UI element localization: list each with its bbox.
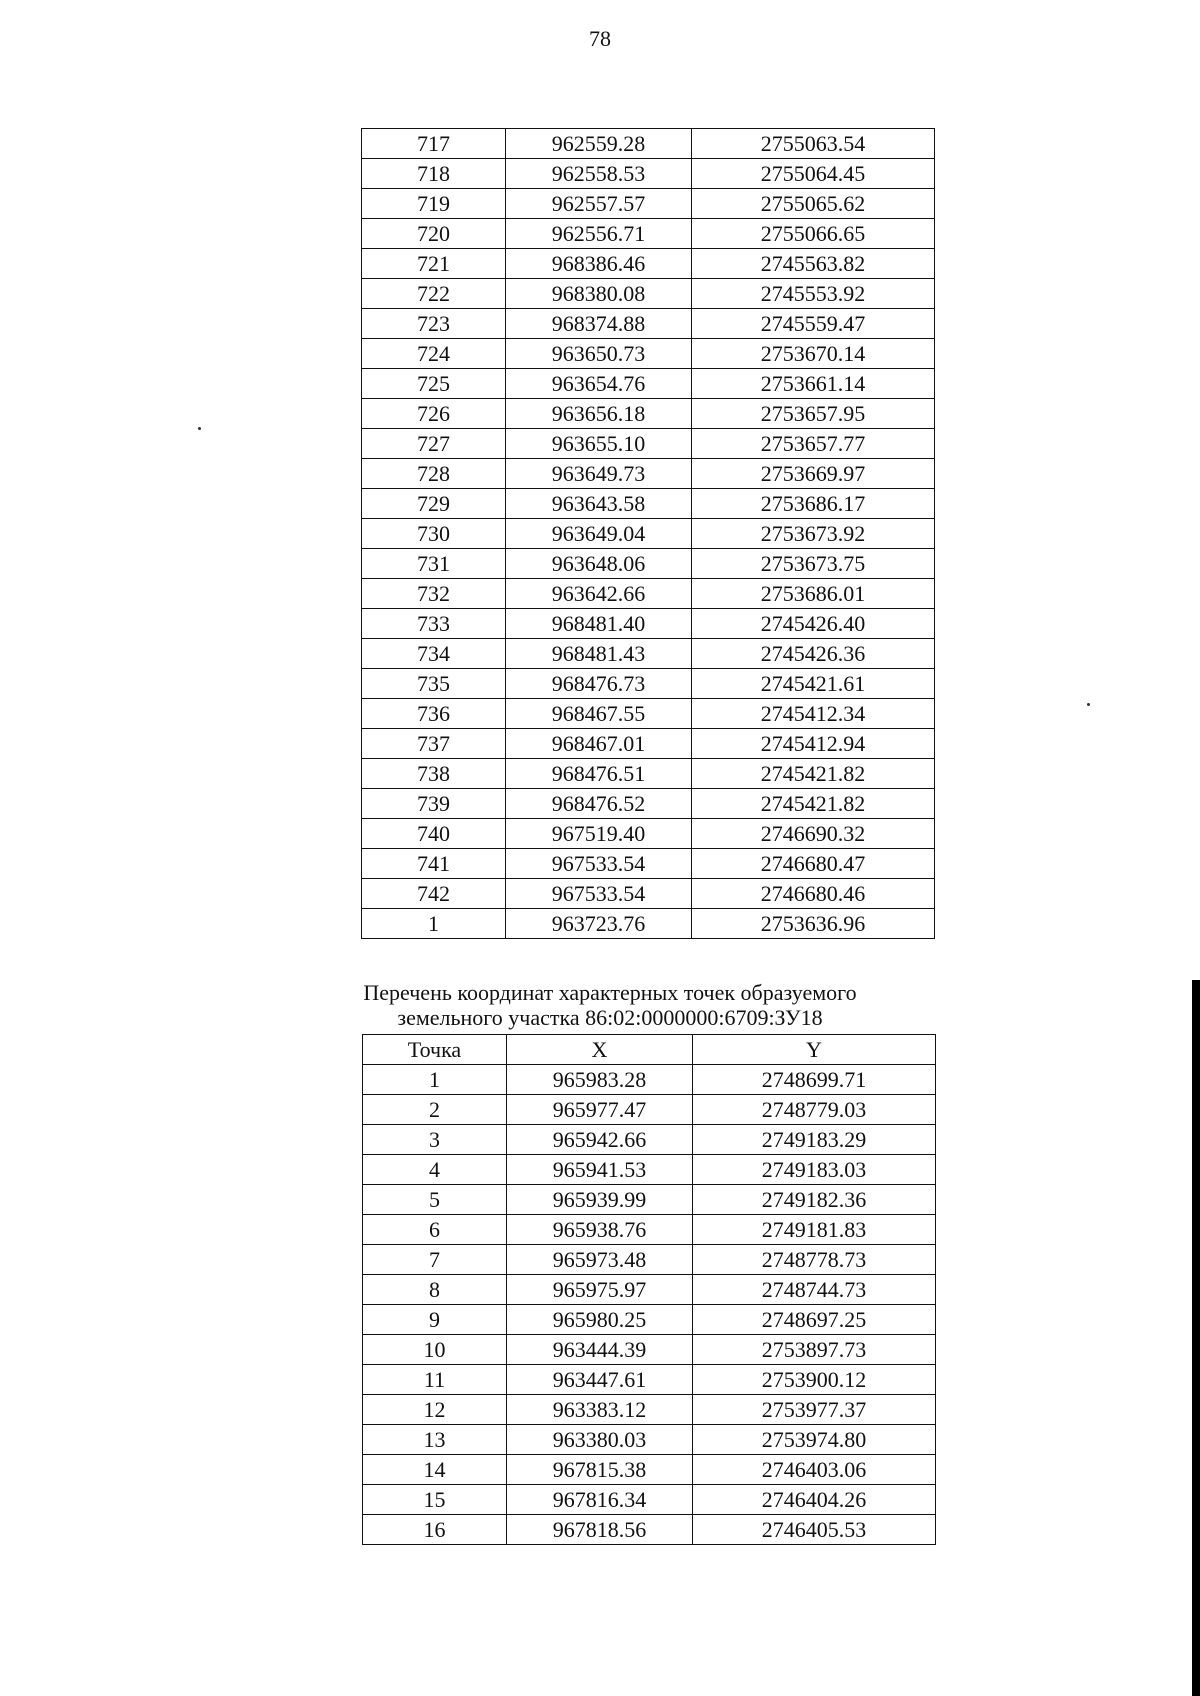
table-row — [363, 1065, 936, 1095]
header-row — [363, 1035, 936, 1065]
cell-x: 963444.39 — [507, 1335, 693, 1365]
cell-y: 2746404.26 — [693, 1485, 936, 1515]
cell-y: 2746690.32 — [692, 819, 935, 849]
cell-point: 742 — [362, 879, 506, 909]
cell-point: 3 — [363, 1125, 507, 1155]
table-row — [362, 489, 935, 519]
cell-point: 730 — [362, 519, 506, 549]
table-row — [363, 1515, 936, 1545]
cell-point: 14 — [363, 1455, 507, 1485]
table-row — [363, 1395, 936, 1425]
cell-x: 963649.04 — [506, 519, 692, 549]
cell-x: 963643.58 — [506, 489, 692, 519]
cell-y: 2753657.77 — [692, 429, 935, 459]
table-row — [362, 669, 935, 699]
cell-x: 968386.46 — [506, 249, 692, 279]
cell-x: 963642.66 — [506, 579, 692, 609]
table-row — [362, 219, 935, 249]
table-row — [362, 789, 935, 819]
cell-point: 722 — [362, 279, 506, 309]
cell-point: 1 — [362, 909, 506, 939]
scan-speck — [198, 427, 201, 430]
table-row — [363, 1455, 936, 1485]
table-row — [363, 1155, 936, 1185]
cell-y: 2755066.65 — [692, 219, 935, 249]
cell-point: 721 — [362, 249, 506, 279]
cell-point: 718 — [362, 159, 506, 189]
cell-point: 727 — [362, 429, 506, 459]
cell-y: 2753977.37 — [693, 1395, 936, 1425]
table-row — [362, 129, 935, 159]
cell-y: 2749183.29 — [693, 1125, 936, 1155]
cell-y: 2755065.62 — [692, 189, 935, 219]
cell-point: 723 — [362, 309, 506, 339]
cell-y: 2755064.45 — [692, 159, 935, 189]
cell-y: 2745553.92 — [692, 279, 935, 309]
cell-x: 967519.40 — [506, 819, 692, 849]
cell-x: 967816.34 — [507, 1485, 693, 1515]
cell-y: 2745412.34 — [692, 699, 935, 729]
cell-point: 12 — [363, 1395, 507, 1425]
cell-point: 5 — [363, 1185, 507, 1215]
cell-y: 2753686.01 — [692, 579, 935, 609]
table-row — [362, 249, 935, 279]
cell-x: 963650.73 — [506, 339, 692, 369]
cell-point: 737 — [362, 729, 506, 759]
cell-y: 2745421.82 — [692, 759, 935, 789]
table-row — [363, 1095, 936, 1125]
cell-y: 2745421.61 — [692, 669, 935, 699]
coordinates-table-continued — [361, 128, 935, 939]
cell-x: 965983.28 — [507, 1065, 693, 1095]
cell-point: 726 — [362, 399, 506, 429]
cell-x: 963656.18 — [506, 399, 692, 429]
cell-y: 2745421.82 — [692, 789, 935, 819]
cell-point: 733 — [362, 609, 506, 639]
table-row — [362, 849, 935, 879]
table-row — [363, 1485, 936, 1515]
table-row — [362, 339, 935, 369]
table-row — [362, 309, 935, 339]
cell-point: 16 — [363, 1515, 507, 1545]
cell-point: 720 — [362, 219, 506, 249]
cell-y: 2753673.92 — [692, 519, 935, 549]
cell-y: 2746403.06 — [693, 1455, 936, 1485]
table-row — [362, 399, 935, 429]
cell-y: 2745412.94 — [692, 729, 935, 759]
cell-y: 2753673.75 — [692, 549, 935, 579]
cell-y: 2745559.47 — [692, 309, 935, 339]
cell-x: 965973.48 — [507, 1245, 693, 1275]
cell-x: 968467.01 — [506, 729, 692, 759]
cell-point: 10 — [363, 1335, 507, 1365]
header-point: Точка — [363, 1035, 507, 1065]
cell-point: 6 — [363, 1215, 507, 1245]
cell-point: 738 — [362, 759, 506, 789]
table-row — [362, 429, 935, 459]
table-row — [362, 819, 935, 849]
table-caption — [300, 980, 920, 1030]
header-y: Y — [693, 1035, 936, 1065]
cell-x: 963654.76 — [506, 369, 692, 399]
cell-x: 968476.73 — [506, 669, 692, 699]
cell-x: 965977.47 — [507, 1095, 693, 1125]
cell-y: 2755063.54 — [692, 129, 935, 159]
cell-x: 968476.52 — [506, 789, 692, 819]
cell-x: 968481.40 — [506, 609, 692, 639]
cell-x: 963655.10 — [506, 429, 692, 459]
table-row — [362, 909, 935, 939]
table-header — [363, 1035, 936, 1065]
cell-point: 735 — [362, 669, 506, 699]
cell-y: 2745426.40 — [692, 609, 935, 639]
table-row — [362, 159, 935, 189]
cell-y: 2748744.73 — [693, 1275, 936, 1305]
cell-y: 2753670.14 — [692, 339, 935, 369]
table-row — [362, 759, 935, 789]
table-row — [362, 579, 935, 609]
cell-y: 2745563.82 — [692, 249, 935, 279]
table-row — [362, 189, 935, 219]
cell-y: 2748697.25 — [693, 1305, 936, 1335]
cell-x: 962556.71 — [506, 219, 692, 249]
cell-y: 2748699.71 — [693, 1065, 936, 1095]
cell-x: 965975.97 — [507, 1275, 693, 1305]
cell-x: 963648.06 — [506, 549, 692, 579]
cell-point: 728 — [362, 459, 506, 489]
cell-x: 962558.53 — [506, 159, 692, 189]
cell-x: 967533.54 — [506, 849, 692, 879]
table-body — [363, 1065, 936, 1545]
scan-edge-bar — [1192, 980, 1200, 1696]
table-row — [363, 1305, 936, 1335]
cell-y: 2753974.80 — [693, 1425, 936, 1455]
cell-x: 965941.53 — [507, 1155, 693, 1185]
table-row — [363, 1425, 936, 1455]
cell-x: 965939.99 — [507, 1185, 693, 1215]
cell-y: 2753636.96 — [692, 909, 935, 939]
cell-x: 968374.88 — [506, 309, 692, 339]
table-row — [363, 1125, 936, 1155]
table-body — [362, 129, 935, 939]
cell-point: 719 — [362, 189, 506, 219]
cell-x: 962557.57 — [506, 189, 692, 219]
cell-x: 968481.43 — [506, 639, 692, 669]
cell-x: 968467.55 — [506, 699, 692, 729]
cell-y: 2749183.03 — [693, 1155, 936, 1185]
caption-line-1: Перечень координат характерных точек образуемого — [363, 980, 857, 1005]
cell-point: 11 — [363, 1365, 507, 1395]
table-row — [362, 519, 935, 549]
cell-y: 2746680.47 — [692, 849, 935, 879]
cell-x: 968380.08 — [506, 279, 692, 309]
cell-x: 968476.51 — [506, 759, 692, 789]
cell-y: 2753897.73 — [693, 1335, 936, 1365]
cell-point: 717 — [362, 129, 506, 159]
cell-y: 2749181.83 — [693, 1215, 936, 1245]
cell-y: 2753657.95 — [692, 399, 935, 429]
scan-speck — [1087, 703, 1090, 706]
table-row — [362, 459, 935, 489]
cell-x: 967533.54 — [506, 879, 692, 909]
cell-x: 967815.38 — [507, 1455, 693, 1485]
cell-y: 2745426.36 — [692, 639, 935, 669]
cell-point: 15 — [363, 1485, 507, 1515]
cell-point: 739 — [362, 789, 506, 819]
cell-x: 965980.25 — [507, 1305, 693, 1335]
cell-point: 4 — [363, 1155, 507, 1185]
cell-point: 732 — [362, 579, 506, 609]
cell-point: 1 — [363, 1065, 507, 1095]
table-row — [362, 879, 935, 909]
page-number: 78 — [589, 26, 611, 51]
cell-point: 8 — [363, 1275, 507, 1305]
cell-point: 725 — [362, 369, 506, 399]
table-row — [363, 1275, 936, 1305]
table-row — [363, 1215, 936, 1245]
cell-y: 2748779.03 — [693, 1095, 936, 1125]
table-row — [362, 609, 935, 639]
cell-point: 7 — [363, 1245, 507, 1275]
cell-point: 724 — [362, 339, 506, 369]
table-row — [362, 549, 935, 579]
cell-point: 736 — [362, 699, 506, 729]
cell-x: 965942.66 — [507, 1125, 693, 1155]
cell-point: 13 — [363, 1425, 507, 1455]
cell-y: 2753900.12 — [693, 1365, 936, 1395]
cell-point: 740 — [362, 819, 506, 849]
cell-x: 963447.61 — [507, 1365, 693, 1395]
table-row — [363, 1185, 936, 1215]
header-x: X — [507, 1035, 693, 1065]
cell-y: 2753661.14 — [692, 369, 935, 399]
table-row — [362, 729, 935, 759]
cell-y: 2749182.36 — [693, 1185, 936, 1215]
cell-point: 731 — [362, 549, 506, 579]
table-row — [362, 369, 935, 399]
cell-x: 963383.12 — [507, 1395, 693, 1425]
table-row — [362, 699, 935, 729]
table-row — [362, 639, 935, 669]
cell-y: 2753686.17 — [692, 489, 935, 519]
table-row — [363, 1365, 936, 1395]
cell-y: 2746405.53 — [693, 1515, 936, 1545]
caption-line-2: земельного участка 86:02:0000000:6709:ЗУ18 — [397, 1005, 823, 1030]
cell-x: 963723.76 — [506, 909, 692, 939]
cell-x: 965938.76 — [507, 1215, 693, 1245]
coordinates-table-zu18 — [362, 1034, 936, 1545]
cell-point: 9 — [363, 1305, 507, 1335]
table-row — [362, 279, 935, 309]
table-row — [363, 1245, 936, 1275]
cell-x: 962559.28 — [506, 129, 692, 159]
cell-point: 741 — [362, 849, 506, 879]
cell-x: 967818.56 — [507, 1515, 693, 1545]
cell-point: 2 — [363, 1095, 507, 1125]
cell-y: 2748778.73 — [693, 1245, 936, 1275]
cell-x: 963649.73 — [506, 459, 692, 489]
cell-y: 2746680.46 — [692, 879, 935, 909]
cell-x: 963380.03 — [507, 1425, 693, 1455]
table-row — [363, 1335, 936, 1365]
cell-y: 2753669.97 — [692, 459, 935, 489]
cell-point: 734 — [362, 639, 506, 669]
cell-point: 729 — [362, 489, 506, 519]
